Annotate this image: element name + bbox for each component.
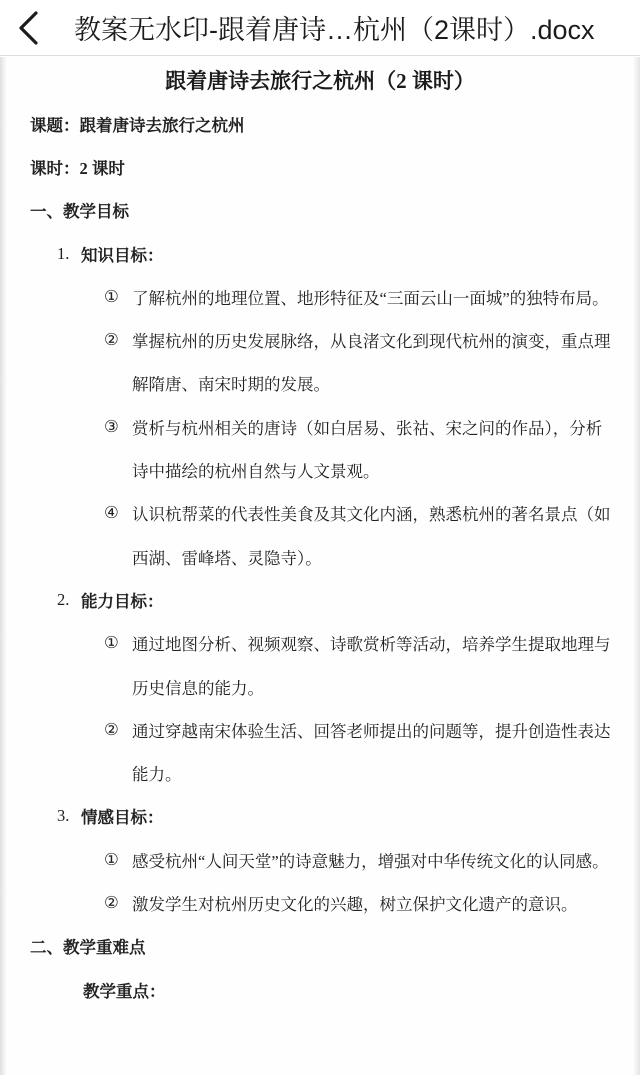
goal-heading-ability xyxy=(0,578,640,621)
goal-item-text: 通过地图分析、视频观察、诗歌赏析等活动，培养学生提取地理与 xyxy=(132,635,611,655)
circled-number: ④ xyxy=(104,503,119,523)
goal-number: 1. xyxy=(57,243,70,263)
goal-item-continuation: 能力。 xyxy=(132,765,182,785)
goal-label: 知识目标： xyxy=(81,245,164,265)
section-heading-2: 二、教学重难点 xyxy=(30,938,146,958)
goal-item-continuation: 解隋唐、南宋时期的发展。 xyxy=(132,375,330,395)
goal-item-line xyxy=(0,275,640,318)
goal-item-text: 认识杭帮菜的代表性美食及其文化内涵，熟悉杭州的著名景点（如 xyxy=(132,505,611,525)
goal-item-line xyxy=(0,622,640,665)
goal-item-text: 了解杭州的地理位置、地形特征及“三面云山一面城”的独特布局。 xyxy=(132,288,609,308)
goal-item-line xyxy=(0,708,640,751)
section-heading-1: 一、教学目标 xyxy=(30,202,129,222)
goal-item-continuation: 历史信息的能力。 xyxy=(132,678,264,698)
goal-label: 情感目标： xyxy=(81,808,164,828)
goal-item-text: 掌握杭州的历史发展脉络，从良渚文化到现代杭州的演变，重点理 xyxy=(132,332,611,352)
document-filename: 教案无水印-跟着唐诗…杭州（2课时）.docx xyxy=(74,15,595,45)
goal-number: 3. xyxy=(57,806,70,826)
goal-item-line xyxy=(0,318,640,361)
goal-item-line xyxy=(0,405,640,448)
circled-number: ② xyxy=(104,892,119,912)
doc-title: 跟着唐诗去旅行之杭州（2 课时） xyxy=(165,69,475,93)
goal-item-continuation: 西湖、雷峰塔、灵隐寺）。 xyxy=(132,548,322,568)
circled-number: ① xyxy=(104,286,119,306)
circled-number: ③ xyxy=(104,416,119,436)
goal-item-text: 激发学生对杭州历史文化的兴趣，树立保护文化遗产的意识。 xyxy=(132,894,578,914)
title-bar xyxy=(0,0,640,56)
circled-number: ① xyxy=(104,849,119,869)
teaching-focus-label: 教学重点： xyxy=(83,981,166,1001)
goal-item-line xyxy=(0,492,640,535)
goal-item-line xyxy=(0,838,640,881)
goal-label: 能力目标： xyxy=(81,591,164,611)
circled-number: ② xyxy=(104,330,119,350)
chevron-left-icon xyxy=(17,11,39,45)
goal-item-text: 感受杭州“人间天堂”的诗意魅力，增强对中华传统文化的认同感。 xyxy=(132,851,609,871)
document-page xyxy=(0,57,640,1075)
meta-hours: 课时：2 课时 xyxy=(30,158,125,178)
goal-item-text: 通过穿越南宋体验生活、回答老师提出的问题等，提升创造性表达 xyxy=(132,721,611,741)
goal-heading-emotion xyxy=(0,795,640,838)
circled-number: ② xyxy=(104,719,119,739)
goal-item-continuation: 诗中描绘的杭州自然与人文景观。 xyxy=(132,462,380,482)
goal-item-text: 赏析与杭州相关的唐诗（如白居易、张祜、宋之问的作品），分析 xyxy=(132,418,603,438)
goal-heading-knowledge xyxy=(0,232,640,275)
meta-topic: 课题：跟着唐诗去旅行之杭州 xyxy=(30,115,245,135)
circled-number: ① xyxy=(104,633,119,653)
back-button[interactable] xyxy=(0,0,56,56)
goal-item-line xyxy=(0,881,640,924)
goal-number: 2. xyxy=(57,589,70,609)
